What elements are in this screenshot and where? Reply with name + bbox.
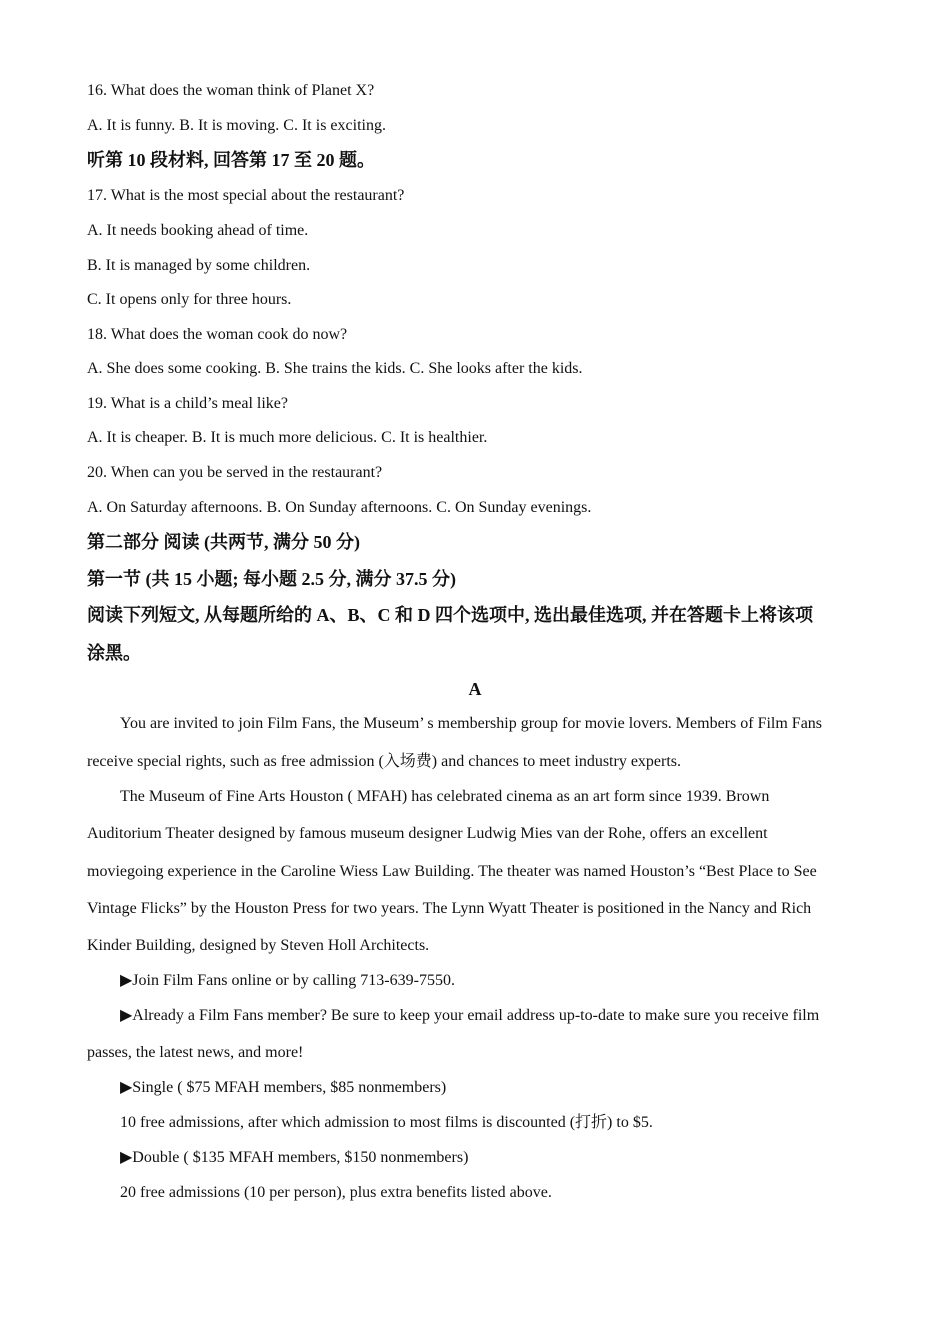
- paragraph-1-line-2: receive special rights, such as free admission (入场费) and chances to meet industry experts.: [87, 753, 682, 770]
- paragraph-2-line-4: Vintage Flicks” by the Houston Press for two years. The Lynn Wyatt Theater is positioned in the Nancy and Rich: [87, 900, 812, 917]
- reading-part-title: 第二部分 阅读 (共两节, 满分 50 分): [87, 532, 360, 552]
- question-16-options: A. It is funny. B. It is moving. C. It is exciting.: [87, 117, 386, 134]
- question-16: 16. What does the woman think of Planet X?: [87, 82, 375, 99]
- section-10-heading: 听第 10 段材料, 回答第 17 至 20 题。: [87, 150, 375, 170]
- bullet-member-line-1: ▶Already a Film Fans member? Be sure to keep your email address up-to-date to make sure you receive film: [120, 1007, 820, 1024]
- bullet-double: ▶Double ( $135 MFAH members, $150 nonmembers): [120, 1149, 469, 1166]
- question-20-options: A. On Saturday afternoons. B. On Sunday afternoons. C. On Sunday evenings.: [87, 499, 592, 516]
- question-19: 19. What is a child’s meal like?: [87, 395, 288, 412]
- reading-instruction-cont: 涂黑。: [87, 643, 141, 663]
- bullet-member-line-2: passes, the latest news, and more!: [87, 1044, 304, 1061]
- bullet-single: ▶Single ( $75 MFAH members, $85 nonmembers): [120, 1079, 447, 1096]
- paragraph-2-line-2: Auditorium Theater designed by famous museum designer Ludwig Mies van der Rohe, offers an excellent: [87, 825, 768, 842]
- question-18-options: A. She does some cooking. B. She trains the kids. C. She looks after the kids.: [87, 360, 583, 377]
- reading-instruction: 阅读下列短文, 从每题所给的 A、B、C 和 D 四个选项中, 选出最佳选项, 并在答题卡上将该项: [87, 605, 813, 625]
- bullet-join: ▶Join Film Fans online or by calling 713-639-7550.: [120, 972, 455, 989]
- double-description: 20 free admissions (10 per person), plus extra benefits listed above.: [120, 1184, 552, 1201]
- reading-section-title: 第一节 (共 15 小题; 每小题 2.5 分, 满分 37.5 分): [87, 569, 456, 589]
- paragraph-2-line-3: moviegoing experience in the Caroline Wiess Law Building. The theater was named Houston’s “Best Place to See: [87, 863, 817, 880]
- passage-label: A: [468, 679, 482, 699]
- paragraph-2-line-5: Kinder Building, designed by Steven Holl Architects.: [87, 937, 430, 954]
- question-17-option-c: C. It opens only for three hours.: [87, 291, 292, 308]
- question-20: 20. When can you be served in the restaurant?: [87, 464, 383, 481]
- paragraph-2-line-1: The Museum of Fine Arts Houston ( MFAH) has celebrated cinema as an art form since 1939. Brown: [120, 788, 770, 805]
- question-17: 17. What is the most special about the restaurant?: [87, 187, 405, 204]
- question-18: 18. What does the woman cook do now?: [87, 326, 348, 343]
- paragraph-1-line-1: You are invited to join Film Fans, the Museum’ s membership group for movie lovers. Members of Film Fans: [120, 715, 823, 732]
- question-17-option-b: B. It is managed by some children.: [87, 257, 311, 274]
- question-17-option-a: A. It needs booking ahead of time.: [87, 222, 309, 239]
- question-19-options: A. It is cheaper. B. It is much more delicious. C. It is healthier.: [87, 429, 488, 446]
- single-description: 10 free admissions, after which admission to most films is discounted (打折) to $5.: [120, 1114, 653, 1131]
